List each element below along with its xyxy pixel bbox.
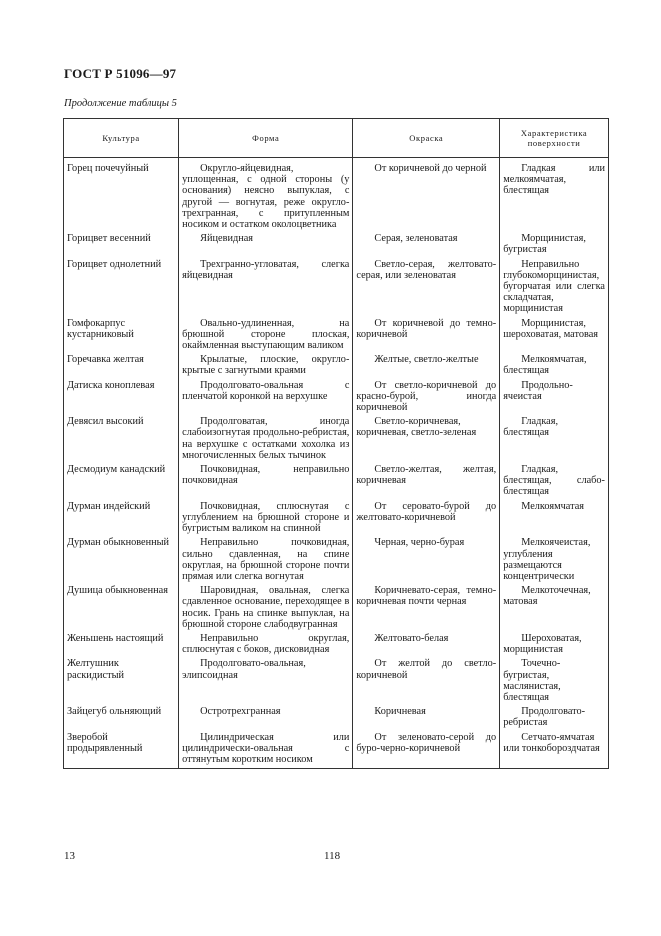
table-row (64, 378, 609, 415)
table-row (64, 631, 609, 656)
cell-form: Почковидная, сплюснутая с углублением на брюшной стороне и бугристым валиком на спинной (179, 499, 353, 536)
cell-form: Шаровидная, овальная, слегка сдавленное основание, переходящее в носик. Грань на спинке выпуклая, на брюшной стороне слабодвугранная (179, 583, 353, 631)
cell-form: Яйцевидная (179, 231, 353, 256)
cell-surface: Мелкоямчатая (500, 499, 609, 536)
page-number: 118 (324, 850, 341, 862)
cell-surface: Продольно-ячеистая (500, 378, 609, 415)
cell-culture: Дурман индейский (64, 499, 179, 536)
cell-surface: Точечно-бугристая, маслянистая, блестящая (500, 656, 609, 704)
table-row (64, 316, 609, 353)
cell-color: От серовато-бурой до желтовато-коричневой (353, 499, 500, 536)
cell-color: Коричневая (353, 704, 500, 729)
cell-form: Крылатые, плоские, округло-крытые с загнутыми краями (179, 352, 353, 377)
cell-color: Желтые, светло-желтые (353, 352, 500, 377)
cell-color: Светло-серая, желтовато-серая, или зеленоватая (353, 257, 500, 316)
table-row (64, 499, 609, 536)
table-row (64, 730, 609, 769)
cell-form: Продолговато-овальная, элипсоидная (179, 656, 353, 704)
cell-surface: Продолговато-ребристая (500, 704, 609, 729)
table-row (64, 231, 609, 256)
cell-form: Почковидная, неправильно почковидная (179, 462, 353, 499)
table-row (64, 535, 609, 583)
cell-surface: Морщинистая, шероховатая, матовая (500, 316, 609, 353)
cell-color: Светло-коричневая, коричневая, светло-зеленая (353, 414, 500, 462)
cell-color: Серая, зеленоватая (353, 231, 500, 256)
cell-culture: Горицвет однолетний (64, 257, 179, 316)
cell-culture: Горечавка желтая (64, 352, 179, 377)
cell-culture: Гомфокарпус кустарниковый (64, 316, 179, 353)
table-row (64, 704, 609, 729)
cell-color: Черная, черно-бурая (353, 535, 500, 583)
cell-color: Коричневато-серая, темно-коричневая почти черная (353, 583, 500, 631)
cell-form: Остротрехгранная (179, 704, 353, 729)
table-continuation-caption: Продолжение таблицы 5 (64, 98, 177, 109)
footer-left-number: 13 (64, 850, 75, 862)
cell-color: Желтовато-белая (353, 631, 500, 656)
cell-surface: Неправильно глубокоморщинистая, бугорчатая или слегка складчатая, морщинистая (500, 257, 609, 316)
column-header-culture: Культура (64, 119, 179, 158)
column-header-color: Окраска (353, 119, 500, 158)
column-header-form: Форма (179, 119, 353, 158)
column-header-surface: Характеристика поверхности (500, 119, 609, 158)
table-row (64, 414, 609, 462)
cell-culture: Горицвет весенний (64, 231, 179, 256)
cell-form: Цилиндрическая или цилиндрически-овальная с оттянутым коротким носиком (179, 730, 353, 769)
cell-culture: Женьшень настоящий (64, 631, 179, 656)
cell-surface: Мелкоячеистая, углубления размещаются концентрически (500, 535, 609, 583)
cell-surface: Мелкоямчатая, блестящая (500, 352, 609, 377)
cell-culture: Зайцегуб ольняющий (64, 704, 179, 729)
table-row (64, 352, 609, 377)
cell-culture: Девясил высокий (64, 414, 179, 462)
cell-form: Продолговато-овальная с пленчатой коронкой на верхушке (179, 378, 353, 415)
cell-form: Неправильно округлая, сплюснутая с боков, дисковидная (179, 631, 353, 656)
cell-color: От коричневой до черной (353, 158, 500, 232)
cell-culture: Зверобой продырявленный (64, 730, 179, 769)
cell-surface: Морщинистая, бугристая (500, 231, 609, 256)
cell-color: От зеленовато-серой до буро-черно-коричневой (353, 730, 500, 769)
cell-culture: Десмодиум канадский (64, 462, 179, 499)
table-header-row (64, 119, 609, 158)
table-row (64, 462, 609, 499)
cell-surface: Сетчато-ямчатая или тонкобороздчатая (500, 730, 609, 769)
cell-surface: Гладкая, блестящая (500, 414, 609, 462)
cell-form: Овально-удлиненная, на брюшной стороне плоская, окаймленная выступающим валиком (179, 316, 353, 353)
cell-color: Светло-желтая, желтая, коричневая (353, 462, 500, 499)
cell-culture: Душица обыкновенная (64, 583, 179, 631)
table-row (64, 158, 609, 232)
cell-culture: Датиска коноплевая (64, 378, 179, 415)
cell-form: Неправильно почковидная, сильно сдавленная, на спине округлая, на брюшной стороне почти прямая или слегка вогнутая (179, 535, 353, 583)
cell-surface: Гладкая, блестящая, слабо-блестящая (500, 462, 609, 499)
cell-culture: Дурман обыкновенный (64, 535, 179, 583)
table-row (64, 583, 609, 631)
seed-characteristics-table (63, 118, 609, 769)
cell-surface: Мелкоточечная, матовая (500, 583, 609, 631)
table-row (64, 656, 609, 704)
cell-form: Трехгранно-угловатая, слегка яйцевидная (179, 257, 353, 316)
cell-form: Округло-яйцевидная, уплощенная, с одной стороны (у основания) неясно выпуклая, с другой — вогнутая, реже округло-трехгранная, с притупленным носиком и остатком околоцветника (179, 158, 353, 232)
document-code: ГОСТ Р 51096—97 (64, 66, 177, 81)
cell-culture: Горец почечуйный (64, 158, 179, 232)
cell-culture: Желтушник раскидистый (64, 656, 179, 704)
cell-surface: Шероховатая, морщинистая (500, 631, 609, 656)
cell-color: От коричневой до темно-коричневой (353, 316, 500, 353)
cell-surface: Гладкая или мелкоямчатая, блестящая (500, 158, 609, 232)
cell-color: От желтой до светло-коричневой (353, 656, 500, 704)
cell-form: Продолговатая, иногда слабоизогнутая продольно-ребристая, на верхушке с остатками хохолка из многочисленных белых тычинок (179, 414, 353, 462)
table-row (64, 257, 609, 316)
cell-color: От светло-коричневой до красно-бурой, иногда коричневой (353, 378, 500, 415)
